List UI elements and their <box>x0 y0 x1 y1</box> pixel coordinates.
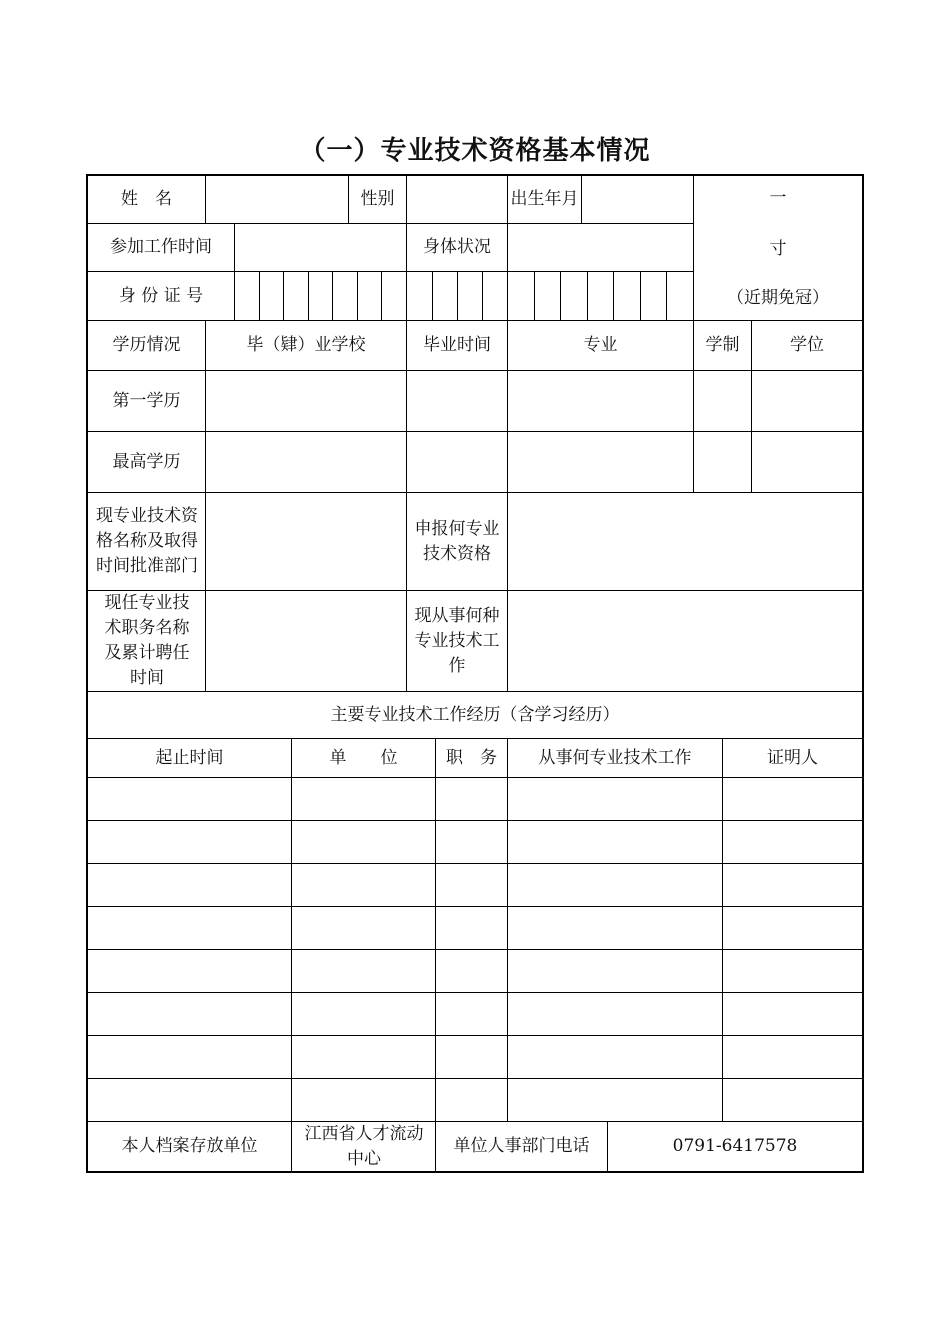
grid-line <box>457 271 458 320</box>
grid-line <box>86 906 864 907</box>
experience-col-period: 起止时间 <box>155 747 224 768</box>
grid-line <box>507 320 508 691</box>
grid-line <box>357 271 358 320</box>
grid-line <box>507 738 508 1121</box>
grid-line <box>86 777 864 778</box>
grid-line <box>86 992 864 993</box>
grid-line <box>291 738 292 1173</box>
education-header-grad-time: 毕业时间 <box>423 335 491 355</box>
experience-col-work: 从事何专业技术工作 <box>538 747 692 768</box>
education-header-school: 毕（肄）业学校 <box>246 335 366 355</box>
experience-col-post: 职 务 <box>446 747 497 768</box>
hr-phone-value: 0791-6417578 <box>672 1136 798 1156</box>
current-qualification-label: 现专业技术资格名称及取得时间批准部门 <box>96 506 198 576</box>
health-label: 身体状况 <box>423 237 491 257</box>
education-row-highest: 最高学历 <box>112 451 181 472</box>
grid-line <box>581 174 582 223</box>
photo-text-line3: （近期免冠） <box>727 287 829 308</box>
experience-section-title: 主要专业技术工作经历（含学习经历） <box>330 704 620 725</box>
grid-line <box>283 271 284 320</box>
page-title: （一）专业技术资格基本情况 <box>299 136 651 166</box>
archive-value: 江西省人才流动中心 <box>304 1123 424 1169</box>
experience-col-witness: 证明人 <box>767 747 818 768</box>
gender-label: 性别 <box>360 189 395 209</box>
grid-line <box>482 271 483 320</box>
name-label: 姓 名 <box>121 189 172 209</box>
grid-line <box>435 738 436 1173</box>
grid-line <box>722 738 723 1121</box>
education-row-first: 第一学历 <box>112 390 181 411</box>
grid-line <box>86 1035 864 1036</box>
current-work-label: 现从事何种专业技术工作 <box>414 605 500 676</box>
grid-line <box>332 271 333 320</box>
grid-line <box>406 320 407 691</box>
education-header-duration: 学制 <box>705 335 740 355</box>
grid-line <box>640 271 641 320</box>
current-position-label: 现任专业技术职务名称及累计聘任时间 <box>104 593 190 688</box>
grid-line <box>86 1078 864 1079</box>
grid-line <box>234 223 235 320</box>
grid-line <box>587 271 588 320</box>
education-header-major: 专业 <box>583 335 618 355</box>
photo-text-line2: 寸 <box>769 238 787 259</box>
grid-line <box>308 271 309 320</box>
education-header-degree: 学位 <box>790 335 824 355</box>
grid-line <box>86 820 864 821</box>
grid-line <box>666 271 667 320</box>
grid-line <box>507 223 508 320</box>
work-start-label: 参加工作时间 <box>110 237 212 257</box>
birth-label: 出生年月 <box>510 189 579 209</box>
id-number-label: 身 份 证 号 <box>118 285 204 306</box>
experience-col-unit: 单 位 <box>329 747 398 768</box>
hr-phone-label: 单位人事部门电话 <box>453 1136 590 1156</box>
photo-text-line1: 一 <box>769 187 787 208</box>
grid-line <box>381 271 382 320</box>
apply-qualification-label: 申报何专业技术资格 <box>414 518 500 564</box>
education-header-status: 学历情况 <box>112 335 181 355</box>
grid-line <box>534 271 535 320</box>
archive-label: 本人档案存放单位 <box>121 1136 258 1156</box>
grid-line <box>613 271 614 320</box>
grid-line <box>406 174 407 223</box>
grid-line <box>86 863 864 864</box>
grid-line <box>259 271 260 320</box>
grid-line <box>205 320 206 691</box>
grid-line <box>205 174 206 223</box>
grid-line <box>432 271 433 320</box>
grid-line <box>560 271 561 320</box>
grid-line <box>86 949 864 950</box>
